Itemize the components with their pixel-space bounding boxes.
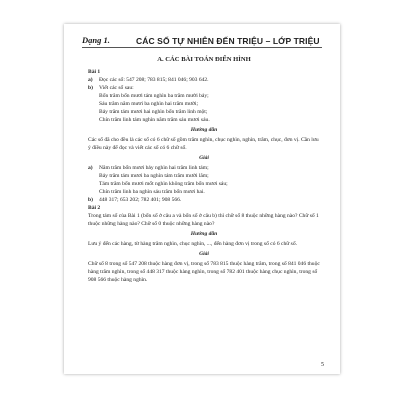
solution-part-b: [88, 196, 320, 204]
part-b-line: Chín trăm linh tám nghìn năm trăm sáu mươi sáu.: [99, 117, 210, 123]
solution-part-a: [88, 164, 320, 172]
solution-line: Tám trăm bốn mươi mốt nghìn không trăm bốn mươi sáu;: [99, 181, 228, 187]
solution-line: Bảy trăm tám mươi ba nghìn tám trăm mười lăm;: [99, 173, 209, 179]
solution-title: Giải: [199, 251, 209, 257]
page-number: 5: [321, 362, 324, 368]
exercise-1-part-a: [88, 76, 320, 84]
guide-title: Hướng dẫn: [190, 231, 218, 237]
solution-title: Giải: [199, 155, 209, 161]
exercise-2-title: Bài 2: [88, 205, 101, 211]
page-body: [88, 54, 320, 284]
exercise-2-text: Trong tám số của Bài 1 (bốn số ở câu a và bốn số ở câu b) thì chữ số 8 thuộc những hàng nào? Chữ số 1 thuộc những hàng nào? Chữ số 0 thuộc những hàng nào?: [88, 213, 319, 227]
section-title: A. CÁC BÀI TOÁN ĐIỂN HÌNH: [157, 56, 251, 63]
part-label: b): [88, 197, 93, 203]
part-a-text: Đọc các số: 547 208; 783 815; 841 046; 903 642.: [99, 77, 209, 83]
solution-line: Năm trăm bốn mươi bảy nghìn hai trăm linh tám;: [99, 165, 209, 171]
guide-text: Lưu ý đến các hàng, từ hàng trăm nghìn, chục nghìn, ..., đến hàng đơn vị trong số có 6 chữ số.: [88, 241, 297, 247]
guide-text: Các số đã cho đều là các số có 6 chữ số gồm trăm nghìn, chục nghìn, nghìn, trăm, chục, đơn vị. Cần lưu ý điều này để đọc và viết các số có 6 chữ số.: [88, 137, 319, 151]
part-b-line: Bảy trăm tám mươi hai nghìn bốn trăm linh một;: [99, 109, 208, 115]
book-page: [64, 24, 340, 374]
chapter-title: CÁC SỐ TỰ NHIÊN ĐẾN TRIỆU – LỚP TRIỆU: [136, 35, 320, 46]
guide-title: Hướng dẫn: [190, 127, 218, 133]
solution-b-text: 448 317; 653 202; 782 401; 908 566.: [99, 197, 182, 203]
solution-text: Chữ số 8 trong số 547 208 thuộc hàng đơn vị, trong số 783 815 thuộc hàng trăm, trong số 841 046 thuộc hàng trăm nghìn, trong số 448 317 thuộc hàng nghìn, trong số 782 401 thuộc hàng chục nghìn, trong số 908 566 thuộc hàng nghìn.: [88, 261, 320, 283]
part-b-line: Bốn trăm bốn mươi tám nghìn ba trăm mười bảy;: [99, 93, 209, 99]
part-b-text: Viết các số sau:: [99, 85, 134, 91]
exercise-1-part-b: [88, 84, 320, 92]
chapter-header: [82, 35, 322, 48]
lesson-label: Dạng 1.: [82, 35, 110, 45]
part-label: a): [88, 165, 93, 171]
solution-line: Chín trăm linh ba nghìn sáu trăm bốn mươi hai.: [99, 189, 205, 195]
exercise-1-title: Bài 1: [88, 69, 101, 75]
part-b-line: Sáu trăm năm mươi ba nghìn hai trăm mười;: [99, 101, 199, 107]
part-label: b): [88, 85, 93, 91]
part-label: a): [88, 77, 93, 83]
